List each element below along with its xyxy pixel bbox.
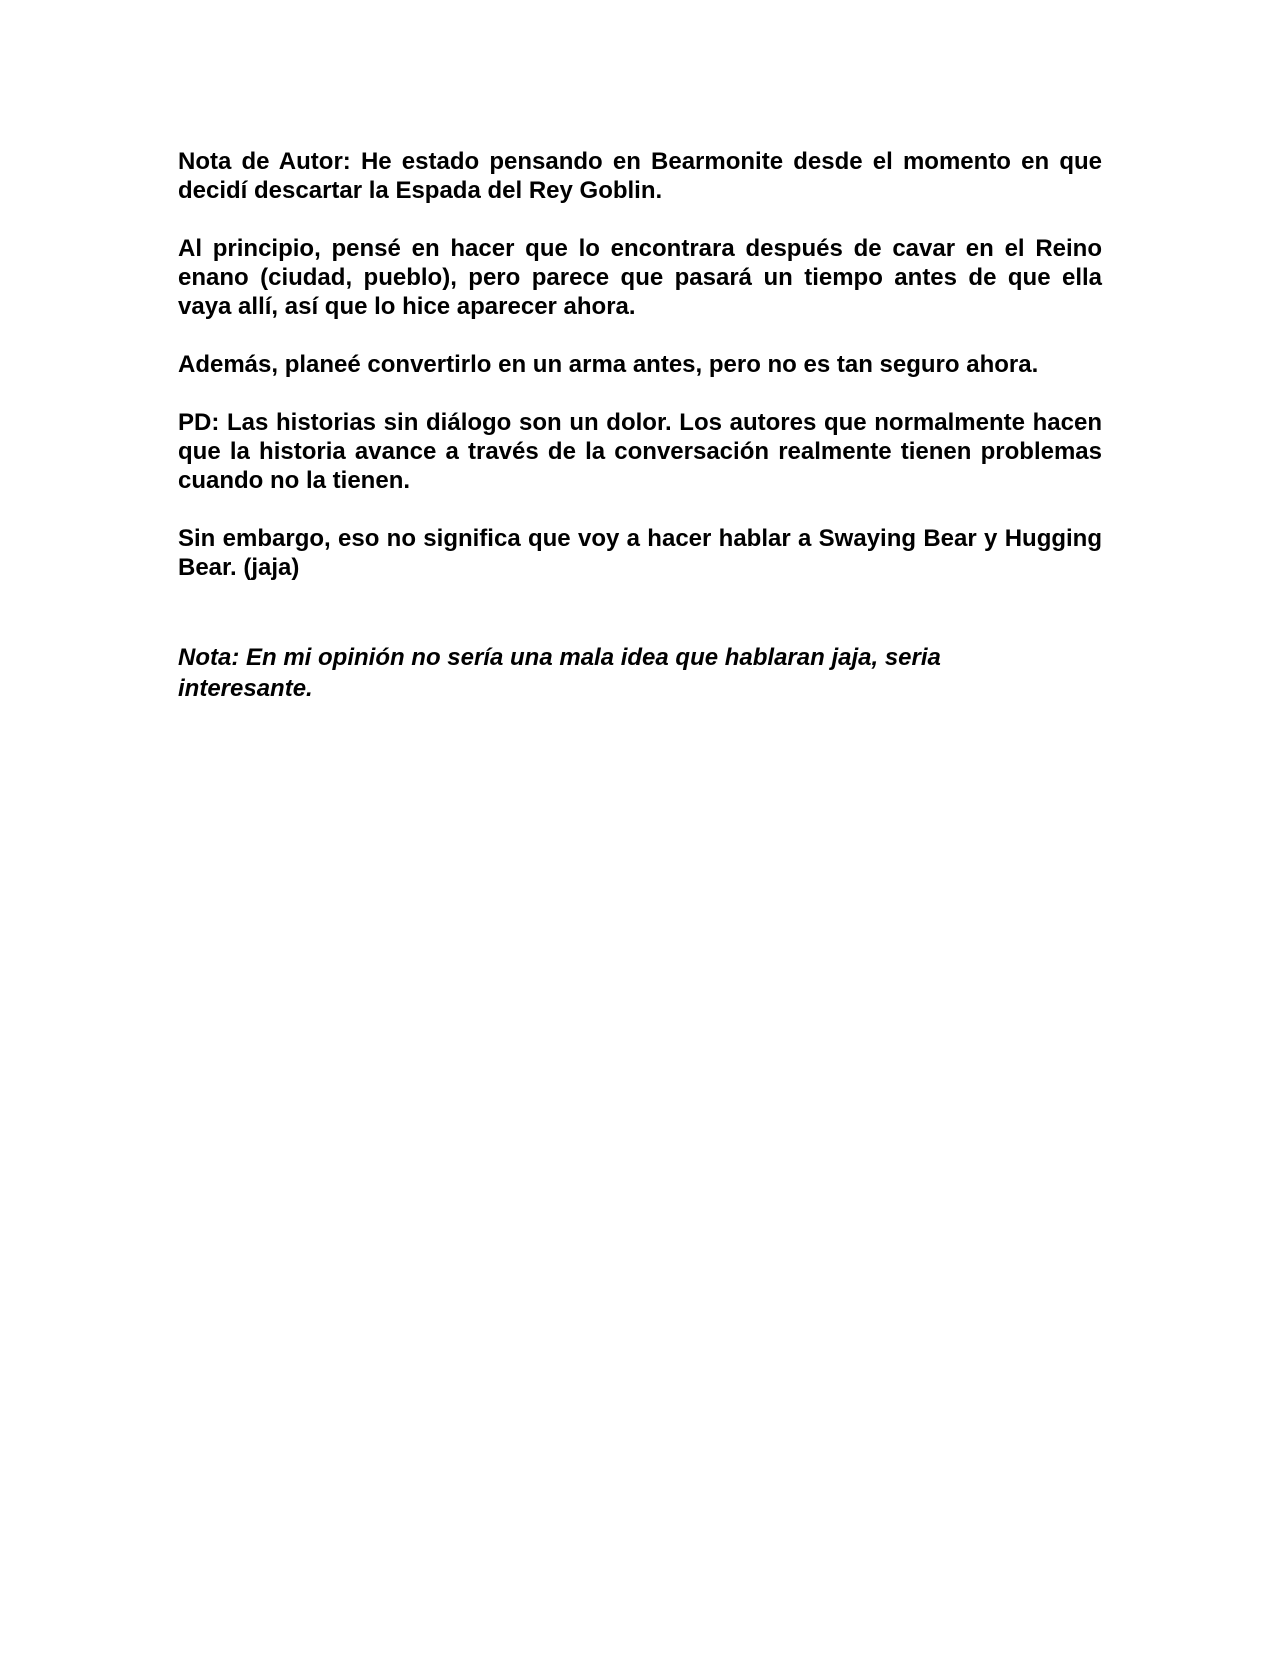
- principle-paragraph: Al principio, pensé en hacer que lo encontrara después de cavar en el Reino enano (ciudad, pueblo), pero parece que pasará un tiempo antes de que ella vaya allí, así que lo hice aparecer ahora.: [178, 235, 1102, 320]
- however-paragraph: Sin embargo, eso no significa que voy a hacer hablar a Swaying Bear y Hugging Bear. (jaja): [178, 525, 1102, 581]
- weapon-paragraph: Además, planeé convertirlo en un arma antes, pero no es tan seguro ahora.: [178, 351, 1039, 378]
- postscript-paragraph: PD: Las historias sin diálogo son un dolor. Los autores que normalmente hacen que la historia avance a través de la conversación realmente tienen problemas cuando no la tienen.: [178, 409, 1102, 494]
- author-note-paragraph: Nota de Autor: He estado pensando en Bearmonite desde el momento en que decidí descartar la Espada del Rey Goblin.: [178, 148, 1102, 204]
- document-page: [178, 147, 1102, 704]
- translator-note: Nota: En mi opinión no sería una mala idea que hablaran jaja, seria interesante.: [178, 644, 941, 702]
